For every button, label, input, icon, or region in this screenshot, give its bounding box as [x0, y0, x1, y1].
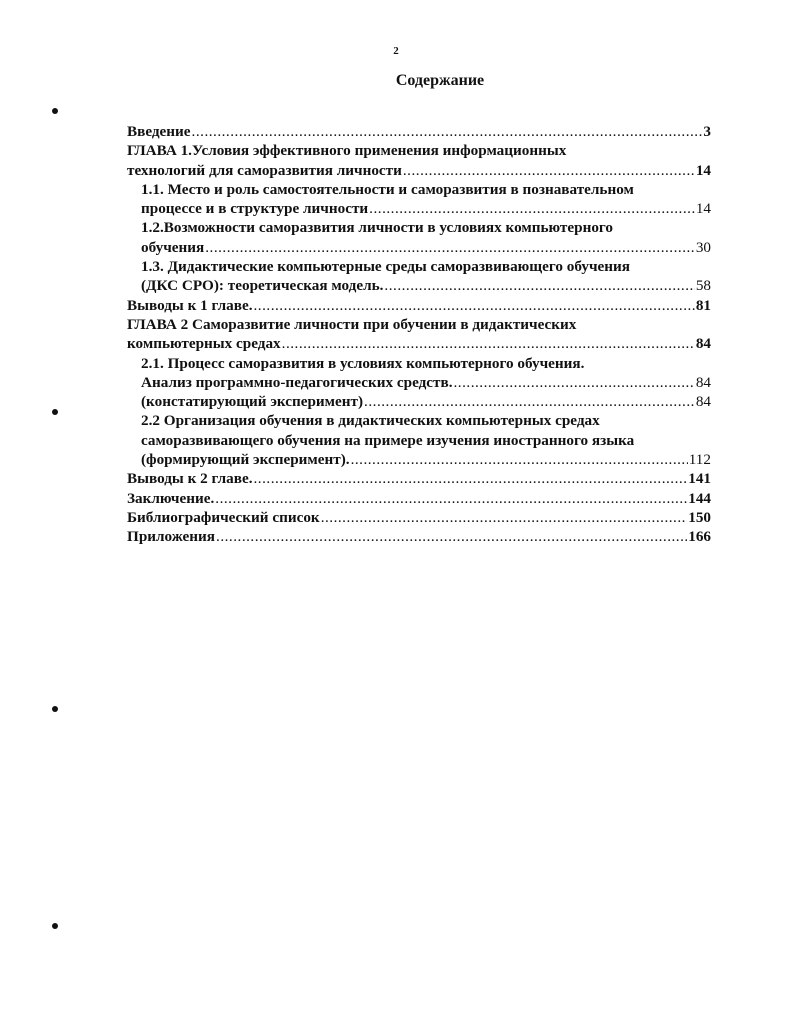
toc-page-number: 14	[695, 200, 711, 218]
toc-page-number: 141	[688, 470, 711, 488]
toc-entry-appendices[interactable]	[127, 527, 711, 546]
toc-page-number: 84	[695, 373, 711, 391]
toc-entry-section-2-1[interactable]	[127, 354, 711, 412]
toc-entry-text: технологий для саморазвития личности	[127, 161, 402, 179]
leader-dots	[192, 122, 703, 141]
toc-entry-chapter-2[interactable]	[127, 315, 711, 354]
toc-page-number: 84	[695, 335, 711, 353]
toc-entry-text: 1.2.Возможности саморазвития личности в условиях компьютерного	[141, 219, 614, 237]
toc-page-number: 58	[695, 277, 711, 295]
toc-page-number: 150	[688, 508, 711, 526]
toc-entry-text: Выводы к 2 главе.	[127, 470, 253, 488]
toc-page-number: 112	[688, 451, 711, 469]
toc-entry-text: ГЛАВА 1.Условия эффективного применения информационных	[127, 142, 567, 160]
toc-page-number: 30	[695, 238, 711, 256]
toc-entry-section-2-2[interactable]	[127, 411, 711, 469]
toc-page-number: 3	[703, 123, 711, 140]
toc-entry-text: компьютерных средах	[127, 335, 281, 353]
toc-entry-text: (формирующий эксперимент).	[141, 451, 350, 469]
leader-dots	[454, 373, 695, 392]
punch-hole-mark	[52, 108, 58, 114]
toc-entry-conclusion[interactable]	[127, 489, 711, 508]
toc-entry-text: Библиографический список	[127, 508, 320, 526]
toc-entry-text: Выводы к 1 главе.	[127, 296, 253, 314]
toc-entry-text: 1.3. Дидактические компьютерные среды саморазвивающего обучения	[141, 258, 630, 276]
table-of-contents	[127, 122, 711, 547]
toc-entry-text: (констатирующий эксперимент)	[141, 393, 364, 411]
toc-entry-text: Приложения	[127, 528, 216, 546]
toc-entry-bibliography[interactable]	[127, 508, 711, 527]
leader-dots	[369, 199, 695, 218]
toc-entry-text: Введение	[127, 123, 191, 140]
leader-dots	[351, 450, 688, 469]
punch-hole-mark	[52, 409, 58, 415]
punch-hole-mark	[52, 923, 58, 929]
toc-entry-section-1-1[interactable]	[127, 180, 711, 219]
toc-entry-text: (ДКС СРО): теоретическая модель.	[141, 277, 384, 295]
toc-entry-section-1-2[interactable]	[127, 218, 711, 257]
punch-hole-mark	[52, 706, 58, 712]
toc-page-number: 166	[688, 528, 711, 546]
toc-entry-section-1-3[interactable]	[127, 257, 711, 296]
toc-entry-text: обучения	[141, 238, 205, 256]
leader-dots	[205, 238, 695, 257]
toc-page-number: 81	[695, 296, 711, 314]
toc-entry-text: Анализ программно-педагогических средств.	[141, 373, 453, 391]
toc-entry-conclusions-1[interactable]	[127, 296, 711, 315]
toc-entry-chapter-1[interactable]	[127, 141, 711, 180]
leader-dots	[254, 469, 688, 488]
leader-dots	[364, 392, 695, 411]
toc-entry-conclusions-2[interactable]	[127, 469, 711, 488]
leader-dots	[282, 334, 695, 353]
toc-entry-text: Заключение.	[127, 489, 215, 507]
toc-entry-text: 2.1. Процесс саморазвития в условиях компьютерного обучения.	[141, 354, 585, 372]
toc-entry-introduction[interactable]	[127, 122, 711, 141]
leader-dots	[215, 489, 687, 508]
toc-page-number: 84	[695, 393, 711, 411]
toc-entry-text: 2.2 Организация обучения в дидактических компьютерных средах	[141, 412, 600, 430]
leader-dots	[254, 296, 695, 315]
toc-page-number: 144	[688, 489, 711, 507]
leader-dots	[403, 161, 695, 180]
toc-entry-text: процессе и в структуре личности	[141, 200, 369, 218]
leader-dots	[216, 527, 687, 546]
page-number: 2	[393, 45, 399, 57]
toc-entry-text: 1.1. Место и роль самостоятельности и саморазвития в познавательном	[141, 180, 634, 198]
leader-dots	[384, 276, 694, 295]
toc-page-number: 14	[695, 161, 711, 179]
toc-entry-text: саморазвивающего обучения на примере изучения иностранного языка	[141, 431, 635, 449]
toc-entry-text: ГЛАВА 2 Саморазвитие личности при обучении в дидактических	[127, 315, 577, 333]
page-title: Содержание	[395, 72, 485, 89]
leader-dots	[321, 508, 688, 527]
